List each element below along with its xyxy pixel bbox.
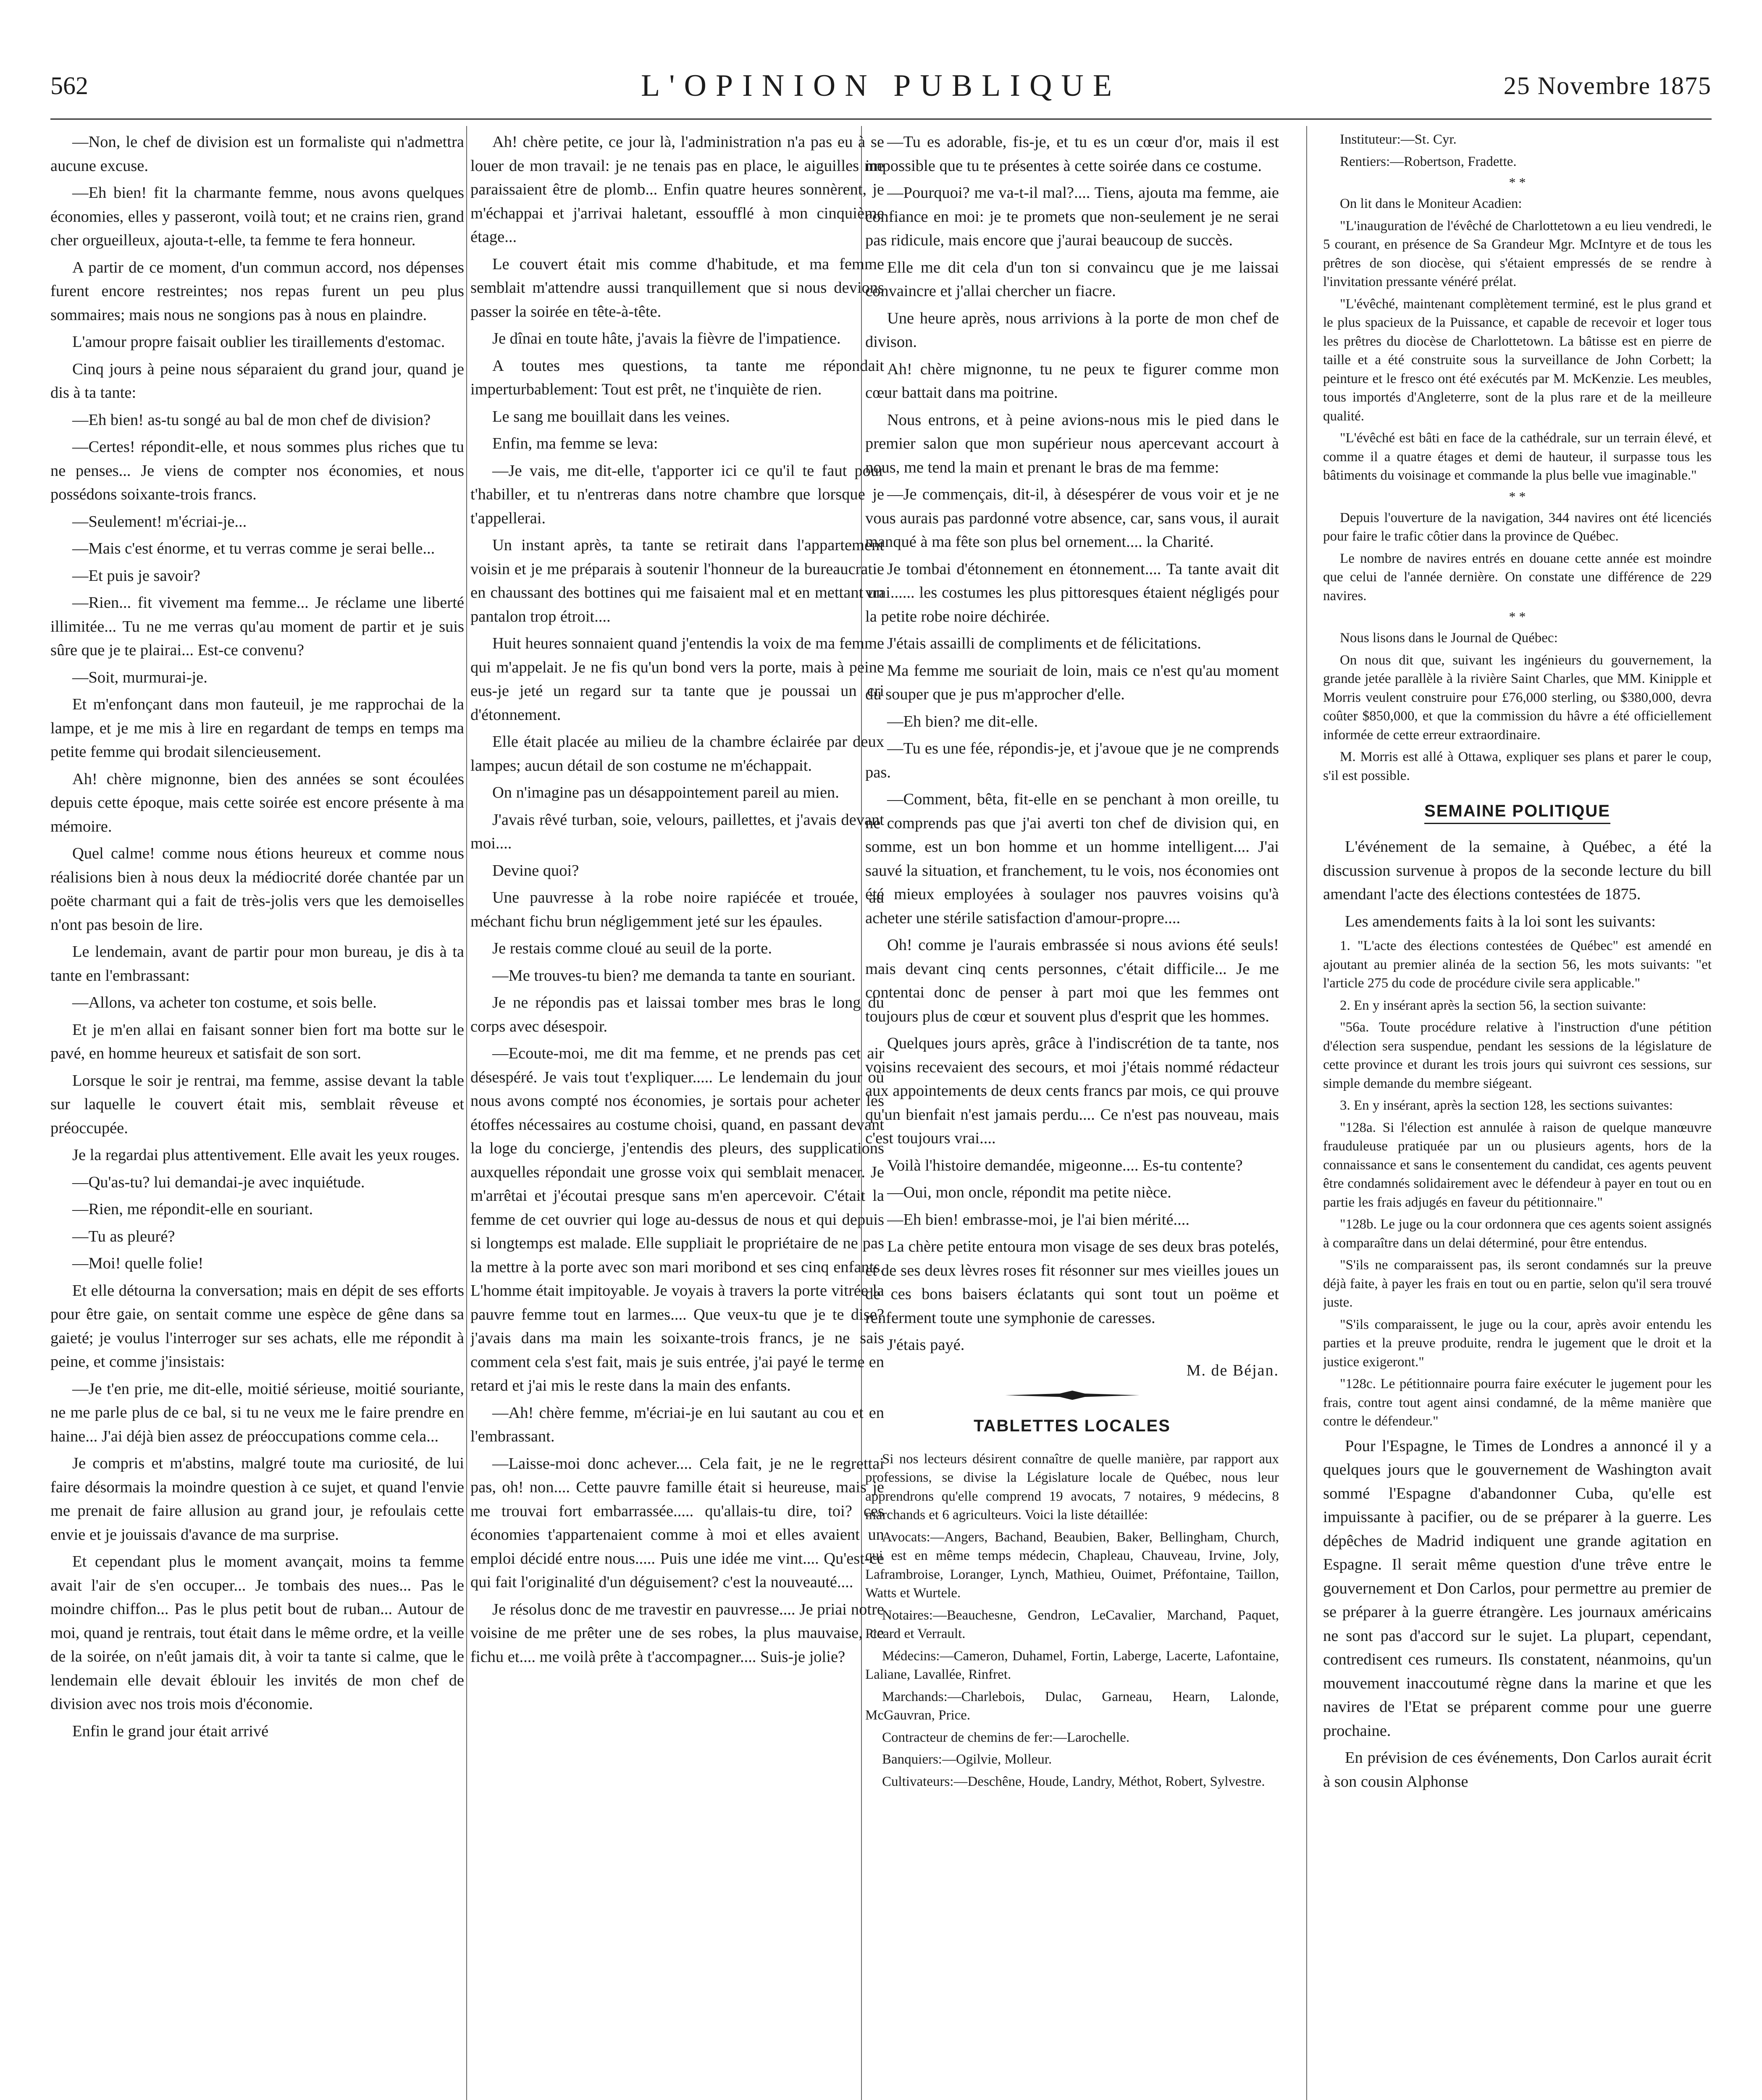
tablettes-paragraph: Si nos lecteurs désirent connaître de quelle manière, par rapport aux professions, se divise la Législature locale de Québec, nous leur apprendrons qu'elle comprend 19 avocats, 7 notaires, 9 médecins, 8 marchands et 6 agriculteurs. Voici la liste détaillée:	[865, 1451, 1279, 1522]
news-text	[1323, 130, 1712, 785]
amendment-item: "128a. Si l'élection est annulée à raison de quelque manœuvre frauduleuse pratiquée par un ou plusieurs agents, hors de la connaissance et sans le consentement du candidat, ces agents peuvent être condamnés solidairement avec le défendeur à payer en tout ou en partie les frais adjugés en faveur du pétitionnaire."	[1323, 1120, 1712, 1210]
news-paragraph: Le nombre de navires entrés en douane cette année est moindre que celui de l'année dernière. On constate une différence de 229 navires.	[1323, 551, 1712, 604]
news-paragraph: M. Morris est allé à Ottawa, expliquer ses plans et parer le coup, s'il est possible.	[1323, 749, 1712, 783]
story-text	[470, 130, 884, 1669]
story-paragraph: Et m'enfonçant dans mon fauteuil, je me rapprochai de la lampe, et je me mis à lire en regardant de temps en temps ma petite femme qui brodait silencieusement.	[50, 696, 464, 761]
story-paragraph: Je restais comme cloué au seuil de la porte.	[492, 940, 772, 957]
story-paragraph: Ah! chère mignonne, tu ne peux te figurer comme mon cœur battait dans ma poitrine.	[865, 360, 1279, 402]
news-paragraph: On lit dans le Moniteur Acadien:	[1340, 196, 1522, 211]
story-paragraph: —Eh bien! fit la charmante femme, nous avons quelques économies, elles y passeront, voilà tout; et ne crains rien, grand cher orgueilleux, ajouta-t-elle, ta femme te fera honneur.	[50, 184, 464, 249]
story-paragraph: On n'imagine pas un désappointement pareil au mien.	[492, 784, 839, 801]
story-paragraph: Cinq jours à peine nous séparaient du grand jour, quand je dis à ta tante:	[50, 360, 464, 402]
story-paragraph: Quelques jours après, grâce à l'indiscrétion de ta tante, nos voisins recevaient des secours, et moi j'étais nommé rédacteur aux appointements de deux cents francs par mois, ce qui prouve qu'un bienfait n'est jamais perdu.... Ce n'est pas nouveau, mais c'est toujours vrai....	[865, 1034, 1279, 1147]
story-paragraph: —Tu es adorable, fis-je, et tu es un cœur d'or, mais il est impossible que tu te présentes à cette soirée dans ce costume.	[865, 133, 1279, 175]
story-paragraph: Devine quoi?	[492, 861, 579, 879]
news-paragraph: Instituteur:—St. Cyr.	[1340, 132, 1457, 147]
story-column-1	[50, 130, 464, 2100]
story-paragraph: Et je m'en allai en faisant sonner bien fort ma botte sur le pavé, en homme heureux et satisfait de son sort.	[50, 1021, 464, 1062]
story-paragraph: Quel calme! comme nous étions heureux et comme nous réalisions bien à nous deux la médiocrité dorée chantée par un poëte charmant qui a fait de très-jolis vers que les demoiselles n'ont pas besoin de lire.	[50, 845, 464, 934]
story-paragraph: —Seulement! m'écriai-je...	[72, 512, 247, 530]
semaine-paragraph: L'événement de la semaine, à Québec, a été la discussion survenue à propos de la seconde lecture du bill amendant l'acte des élections contestées de 1875.	[1323, 838, 1712, 903]
separator-stars: * *	[1509, 175, 1526, 190]
story-paragraph: —Comment, bêta, fit-elle en se penchant à mon oreille, tu ne comprends pas que j'ai averti ton chef de division qui, en somme, est un bon homme et un homme intelligent.... J'ai sauvé la situation, et franchement, tu le vois, nos économies ont été mieux employées à soulager nos pauvres voisins qu'à acheter une stérile satisfaction d'amour-propre....	[865, 790, 1279, 927]
amendment-item: "S'ils ne comparaissent pas, ils seront condamnés sur la preuve déjà faite, à payer les frais en tout ou en partie, selon qu'il sera trouvé juste.	[1323, 1257, 1712, 1310]
column-divider	[1306, 126, 1307, 2100]
story-paragraph: —Certes! répondit-elle, et nous sommes plus riches que tu ne penses... Je viens de compter nos économies, et nous possédons soixante-trois francs.	[50, 438, 464, 503]
news-paragraph: "L'évêché, maintenant complètement terminé, est le plus grand et le plus spacieux de la Puissance, et capable de recevoir et loger tous les prêtres du diocèse de Charlottetown. La bâtisse est en pierre de taille et a été construite sous la surveillance de John Corbett; la peinture et le fresco ont été exécutés par M. McKenzie. Les meubles, tous importés d'Angleterre, sont de la plus rare et de la meilleure qualité.	[1323, 296, 1712, 424]
story-paragraph: —Ecoute-moi, me dit ma femme, et ne prends pas cet air désespéré. Je vais tout t'expliquer..... Le lendemain du jour où nous avons compté nos économies, je sortais pour acheter les étoffes nécessaires au costume choisi, quand, en passant devant la loge du concierge, j'entendis des pleurs, des supplications auxquelles répondait une grosse voix qui semblait menacer. Je m'arrêtai et j'écoutai presque sans m'en apercevoir. C'était la femme de cet ouvrier qui loge au-dessus de nous et qui depuis si longtemps est malade. Elle suppliait le propriétaire de ne pas la mettre à la porte avec son mari moribond et ses cinq enfants. L'homme était impitoyable. Je voyais à travers la porte vitrée la pauvre femme tout en larmes.... Que veux-tu que je te dise? j'avais dans ma main les soixante-trois francs, je ne sais comment cela s'est fait, mais je suis entrée, j'ai payé le terme en retard et j'ai mis le reste dans la main des enfants.	[470, 1045, 884, 1394]
story-paragraph: —Eh bien? me dit-elle.	[887, 712, 1038, 730]
story-paragraph: —Ah! chère femme, m'écriai-je en lui sautant au cou et en l'embrassant.	[470, 1404, 884, 1445]
masthead	[50, 63, 1712, 109]
amendment-item: 2. En y insérant après la section 56, la section suivante:	[1340, 998, 1646, 1013]
story-column-2	[470, 130, 884, 2100]
story-paragraph: Je la regardai plus attentivement. Elle avait les yeux rouges.	[72, 1146, 460, 1164]
story-paragraph: Ah! chère petite, ce jour là, l'administration n'a pas eu à se louer de mon travail: je ne tenais pas en place, le aiguilles me paraissaient être de plomb... Enfin quatre heures sonnèrent, je m'échappai et j'arrivai haletant, essoufflé à mon cinquième étage...	[470, 133, 884, 246]
tablettes-heading: TABLETTES LOCALES	[974, 1416, 1171, 1435]
amendment-item: "S'ils comparaissent, le juge ou la cour, après avoir entendu les parties et la preuve produite, rendra le jugement que le droit et la justice exigeront."	[1323, 1317, 1712, 1370]
story-paragraph: Je résolus donc de me travestir en pauvresse.... Je priai notre voisine de me prêter une de ses robes, la plus mauvaise, ce fichu et.... me voilà prête à t'accompagner.... Suis-je jolie?	[470, 1600, 884, 1666]
news-paragraph: Nous lisons dans le Journal de Québec:	[1340, 630, 1558, 646]
story-paragraph: Elle me dit cela d'un ton si convaincu que je me laissai convaincre et j'allai chercher un fiacre.	[865, 258, 1279, 300]
story-paragraph: J'étais assailli de compliments et de félicitations.	[887, 635, 1201, 652]
story-paragraph: —Me trouves-tu bien? me demanda ta tante en souriant.	[492, 966, 856, 984]
story-paragraph: —Et puis je savoir?	[72, 567, 200, 585]
story-paragraph: La chère petite entoura mon visage de ses deux bras potelés, et de ses deux lèvres roses fit résonner sur mes vieilles joues un de ces bons baisers éclatants qui sont tout un poëme et renferment toute une symphonie de caresses.	[865, 1238, 1279, 1327]
story-paragraph: Elle était placée au milieu de la chambre éclairée par deux lampes; aucun détail de son costume ne m'échappait.	[470, 733, 884, 774]
story-paragraph: Et elle détourna la conversation; mais en dépit de ses efforts pour être gaie, on sentait comme une espèce de gêne dans sa gaieté; je voulus l'interroger sur ses achats, elle me répondit à peine, et comme j'insistais:	[50, 1281, 464, 1370]
story-paragraph: J'étais payé.	[887, 1336, 965, 1354]
story-paragraph: —Je t'en prie, me dit-elle, moitié sérieuse, moitié souriante, ne me parle plus de ce bal, si tu ne veux me le faire prendre en haine... J'ai déjà bien assez de préoccupations comme cela...	[50, 1380, 464, 1445]
story-paragraph: Un instant après, ta tante se retirait dans l'appartement voisin et je me préparais à soutenir l'honneur de la bureaucratie en chaussant des bottines qui me faisaient mal et en mettant un pantalon trop étroit....	[470, 536, 884, 625]
story-paragraph: A partir de ce moment, d'un commun accord, nos dépenses furent encore restreintes; nos repas furent un peu plus sommaires; mais nous ne songions pas à nous en plaindre.	[50, 258, 464, 324]
amendments-list	[1323, 937, 1712, 1431]
story-paragraph: Je ne répondis pas et laissai tomber mes bras le long du corps avec désespoir.	[470, 994, 884, 1035]
separator-stars: * *	[1509, 488, 1526, 504]
story-paragraph: Nous entrons, et à peine avions-nous mis le pied dans le premier salon que mon supérieur nous apercevant accourt à nous, me tend la main et prenant le bras de ma femme:	[865, 411, 1279, 476]
story-paragraph: J'avais rêvé turban, soie, velours, paillettes, et j'avais devant moi....	[470, 811, 884, 852]
column-divider	[466, 126, 467, 2100]
story-paragraph: —Tu as pleuré?	[72, 1227, 175, 1245]
amendment-item: 3. En y insérant, après la section 128, les sections suivantes:	[1340, 1098, 1673, 1113]
story-paragraph: —Qu'as-tu? lui demandai-je avec inquiétude.	[72, 1173, 365, 1191]
story-paragraph: Enfin, ma femme se leva:	[492, 435, 658, 452]
story-paragraph: L'amour propre faisait oublier les tiraillements d'estomac.	[72, 333, 445, 351]
tablettes-paragraph: Avocats:—Angers, Bachand, Beaubien, Baker, Bellingham, Church, qui est en même temps médecin, Chapleau, Chauveau, Irvine, Joly, Laframbroise, Loranger, Lynch, Mathieu, Ouimet, Préfontaine, Taillon, Watts et Wurtele.	[865, 1529, 1279, 1601]
story-paragraph: Voilà l'histoire demandée, migeonne.... Es-tu contente?	[887, 1156, 1243, 1174]
news-paragraph: "L'évêché est bâti en face de la cathédrale, sur un terrain élevé, et comme il a quatre étages et demi de hauteur, il surpasse tous les bâtiments du voisinage et commande la plus belle vue imaginable."	[1323, 430, 1712, 483]
news-column	[1323, 130, 1712, 2100]
story-paragraph: —Moi! quelle folie!	[72, 1255, 204, 1272]
tablettes-paragraph: Notaires:—Beauchesne, Gendron, LeCavalier, Marchand, Paquet, Picard et Verrault.	[865, 1607, 1279, 1641]
semaine-closing	[1323, 1434, 1712, 1794]
story-paragraph: Lorsque le soir je rentrai, ma femme, assise devant la table sur laquelle le couvert était mis, semblait rêveuse et préoccupée.	[50, 1071, 464, 1137]
story-text	[50, 130, 464, 1743]
semaine-paragraph: Pour l'Espagne, le Times de Londres a annoncé il y a quelques jours que le gouvernement de Washington avait sommé l'Espagne d'abandonner Cuba, qu'elle est impuissante à pacifier, ou de se préparer à la guerre. Les dépêches de Madrid indiquent une grande agitation en Espagne. Il serait même question d'une trêve entre le gouvernement et Don Carlos, pour permettre au premier de se préparer à la guerre étrangère. Les journaux américains ne sont pas d'accord sur le sujet. La plupart, cependant, contredisent ces rumeurs. Ils constatent, néanmoins, qu'un mouvement inaccoutumé règne dans la marine et que les navires de l'Etat se préparent comme pour une guerre prochaine.	[1323, 1437, 1712, 1740]
amendment-item: "56a. Toute procédure relative à l'instruction d'une pétition d'élection sera suspendue, pendant les sessions de la législature de cette province et durant les trois jours qui suivront ces sessions, sur simple demande du membre siégeant.	[1323, 1020, 1712, 1091]
tablettes-paragraph: Contracteur de chemins de fer:—Larochelle.	[882, 1730, 1130, 1745]
story-paragraph: Enfin le grand jour était arrivé	[72, 1722, 269, 1740]
issue-date: 25 Novembre 1875	[1503, 72, 1712, 100]
amendment-item: "128c. Le pétitionnaire pourra faire exécuter le jugement pour les frais, contre tout agent ainsi condamné, de la même manière que contre le défendeur."	[1323, 1376, 1712, 1429]
story-column-3	[865, 130, 1279, 2100]
story-paragraph: —Non, le chef de division est un formaliste qui n'admettra aucune excuse.	[50, 133, 464, 175]
news-paragraph: On nous dit que, suivant les ingénieurs du gouvernement, la grande jetée parallèle à la rivière Saint Charles, que MM. Kinipple et Morris veulent construire pour £76,000 sterling, ou $380,000, devra coûter $850,000, et que la commission du hâvre a été officiellement informée de cette erreur extraordinaire.	[1323, 652, 1712, 743]
story-paragraph: —Eh bien! as-tu songé au bal de mon chef de division?	[72, 411, 431, 429]
publication-title: L'OPINION PUBLIQUE	[641, 68, 1121, 103]
story-signature: M. de Béjan.	[1186, 1361, 1279, 1379]
story-paragraph: Le couvert était mis comme d'habitude, et ma femme semblait m'attendre aussi tranquillement que si nous devions passer la soirée en tête-à-tête.	[470, 255, 884, 320]
amendment-item: 1. "L'acte des élections contestées de Québec" est amendé en ajoutant au premier alinéa de la section 56, les mots suivants: "et l'article 275 du code de procédure civile sera applicable."	[1323, 938, 1712, 991]
semaine-paragraph: Les amendements faits à la loi sont les suivants:	[1345, 912, 1656, 930]
story-paragraph: —Rien... fit vivement ma femme... Je réclame une liberté illimitée... Tu ne me verras qu'au moment de partir et je suis sûre que je te plairai... Est-ce convenu?	[50, 594, 464, 659]
story-paragraph: Je tombai d'étonnement en étonnement.... Ta tante avait dit vrai...... les costumes les plus pittoresques étaient négligés pour la petite robe noire déchirée.	[865, 560, 1279, 625]
story-paragraph: —Rien, me répondit-elle en souriant.	[72, 1200, 313, 1218]
separator-stars: * *	[1509, 609, 1526, 624]
header-rule	[50, 118, 1712, 120]
tablettes-paragraph: Marchands:—Charlebois, Dulac, Garneau, Hearn, Lalonde, McGauvran, Price.	[865, 1689, 1279, 1723]
story-paragraph: Ma femme me souriait de loin, mais ce n'est qu'au moment du souper que je pus m'approcher d'elle.	[865, 662, 1279, 703]
news-paragraph: Depuis l'ouverture de la navigation, 344 navires ont été licenciés pour faire le trafic côtier dans la province de Québec.	[1323, 510, 1712, 544]
story-paragraph: —Laisse-moi donc achever.... Cela fait, je ne le regrettai pas, oh! non.... Cette pauvre famille était si heureuse, mais je me trouvai fort embarrassée..... qu'allais-tu dire, toi? ces économies t'appartenaient comme à moi et elles avaient un emploi décidé entre nous..... Puis une idée me vint.... Qu'est-ce qui fait l'originalité d'un déguisement? c'est la nouveauté....	[470, 1454, 884, 1591]
story-paragraph: Une pauvresse à la robe noire rapiécée et trouée, au méchant fichu brun négligemment jeté sur les épaules.	[470, 889, 884, 930]
story-paragraph: —Oui, mon oncle, répondit ma petite nièce.	[887, 1184, 1171, 1201]
tablettes-text	[865, 1450, 1279, 1791]
story-paragraph: Ah! chère mignonne, bien des années se sont écoulées depuis cette époque, mais cette soirée est encore présente à ma mémoire.	[50, 770, 464, 835]
semaine-heading: SEMAINE POLITIQUE	[1323, 802, 1712, 821]
section-ornament	[1005, 1391, 1140, 1400]
story-paragraph: —Soit, murmurai-je.	[72, 668, 207, 686]
story-paragraph: —Je vais, me dit-elle, t'apporter ici ce qu'il te faut pour t'habiller, et tu n'entreras dans notre chambre que lorsque je t'appellerai.	[470, 462, 884, 527]
story-paragraph: Oh! comme je l'aurais embrassée si nous avions été seuls! mais devant cinq cents personnes, c'était difficile... Je me contentai donc de penser à part moi que les femmes ont toujours plus de cœur et souvent plus d'esprit que les hommes.	[865, 936, 1279, 1025]
story-paragraph: Je dînai en toute hâte, j'avais la fièvre de l'impatience.	[492, 330, 841, 347]
story-paragraph: —Allons, va acheter ton costume, et sois belle.	[72, 994, 377, 1011]
story-paragraph: A toutes mes questions, ta tante me répondait imperturbablement: Tout est prêt, ne t'inquiète de rien.	[470, 357, 884, 398]
tablettes-paragraph: Médecins:—Cameron, Duhamel, Fortin, Laberge, Lacerte, Lafontaine, Laliane, Lavallée, Rinfret.	[865, 1648, 1279, 1682]
story-paragraph: —Je commençais, dit-il, à désespérer de vous voir et je ne vous aurais pas pardonné votre absence, car, sans vous, il aurait manqué à ma fête son plus bel ornement.... la Charité.	[865, 486, 1279, 551]
story-paragraph: Je compris et m'abstins, malgré toute ma curiosité, de lui faire désormais la moindre question à ce sujet, et quand l'envie me prenait de faire allusion au grand jour, je refoulais cette envie et je jouissais d'avance de ma surprise.	[50, 1454, 464, 1544]
story-paragraph: —Eh bien! embrasse-moi, je l'ai bien mérité....	[887, 1210, 1190, 1228]
story-paragraph: Une heure après, nous arrivions à la porte de mon chef de divison.	[865, 309, 1279, 351]
story-text	[865, 130, 1279, 1357]
story-paragraph: —Tu es une fée, répondis-je, et j'avoue que je ne comprends pas.	[865, 740, 1279, 781]
story-paragraph: Et cependant plus le moment avançait, moins ta femme avait l'air de s'en occuper... Je tombais des nues... Pas le moindre chiffon... Pas le plus petit bout de ruban... Autour de moi, quand je rentrais, tout était dans le même ordre, et la veille de la soirée, on n'eût jamais dit, à voir ta tante si calme, que le lendemain elle devait éblouir les invités de mon chef de division avec nos trois mois d'économie.	[50, 1553, 464, 1713]
news-paragraph: "L'inauguration de l'évêché de Charlottetown a eu lieu vendredi, le 5 courant, en présence de Sa Grandeur Mgr. McIntyre et de tous les prêtres de son diocèse, qui s'étaient empressés de se rendre à l'invitation pressante vénéré prélat.	[1323, 218, 1712, 289]
semaine-intro	[1323, 835, 1712, 933]
story-paragraph: Huit heures sonnaient quand j'entendis la voix de ma femme qui m'appelait. Je ne fis qu'un bond vers la porte, mais à peine eus-je jeté un regard sur ta tante que je poussai un cri d'étonnement.	[470, 635, 884, 724]
story-paragraph: Le sang me bouillait dans les veines.	[492, 407, 730, 425]
tablettes-paragraph: Banquiers:—Ogilvie, Molleur.	[882, 1752, 1052, 1767]
story-paragraph: —Mais c'est énorme, et tu verras comme je serai belle...	[72, 540, 435, 557]
page-number: 562	[50, 72, 88, 100]
semaine-paragraph: En prévision de ces événements, Don Carlos aurait écrit à son cousin Alphonse	[1323, 1749, 1712, 1790]
story-paragraph: —Pourquoi? me va-t-il mal?.... Tiens, ajouta ma femme, aie confiance en moi: je te promets que non-seulement je ne serai pas ridicule, mais encore que j'aurai beaucoup de succès.	[865, 184, 1279, 249]
news-paragraph: Rentiers:—Robertson, Fradette.	[1340, 154, 1517, 169]
story-paragraph: Le lendemain, avant de partir pour mon bureau, je dis à ta tante en l'embrassant:	[50, 943, 464, 984]
amendment-item: "128b. Le juge ou la cour ordonnera que ces agents soient assignés à comparaître dans un delai déterminé, pour être entendus.	[1323, 1217, 1712, 1251]
tablettes-paragraph: Cultivateurs:—Deschêne, Houde, Landry, Méthot, Robert, Sylvestre.	[882, 1774, 1265, 1789]
